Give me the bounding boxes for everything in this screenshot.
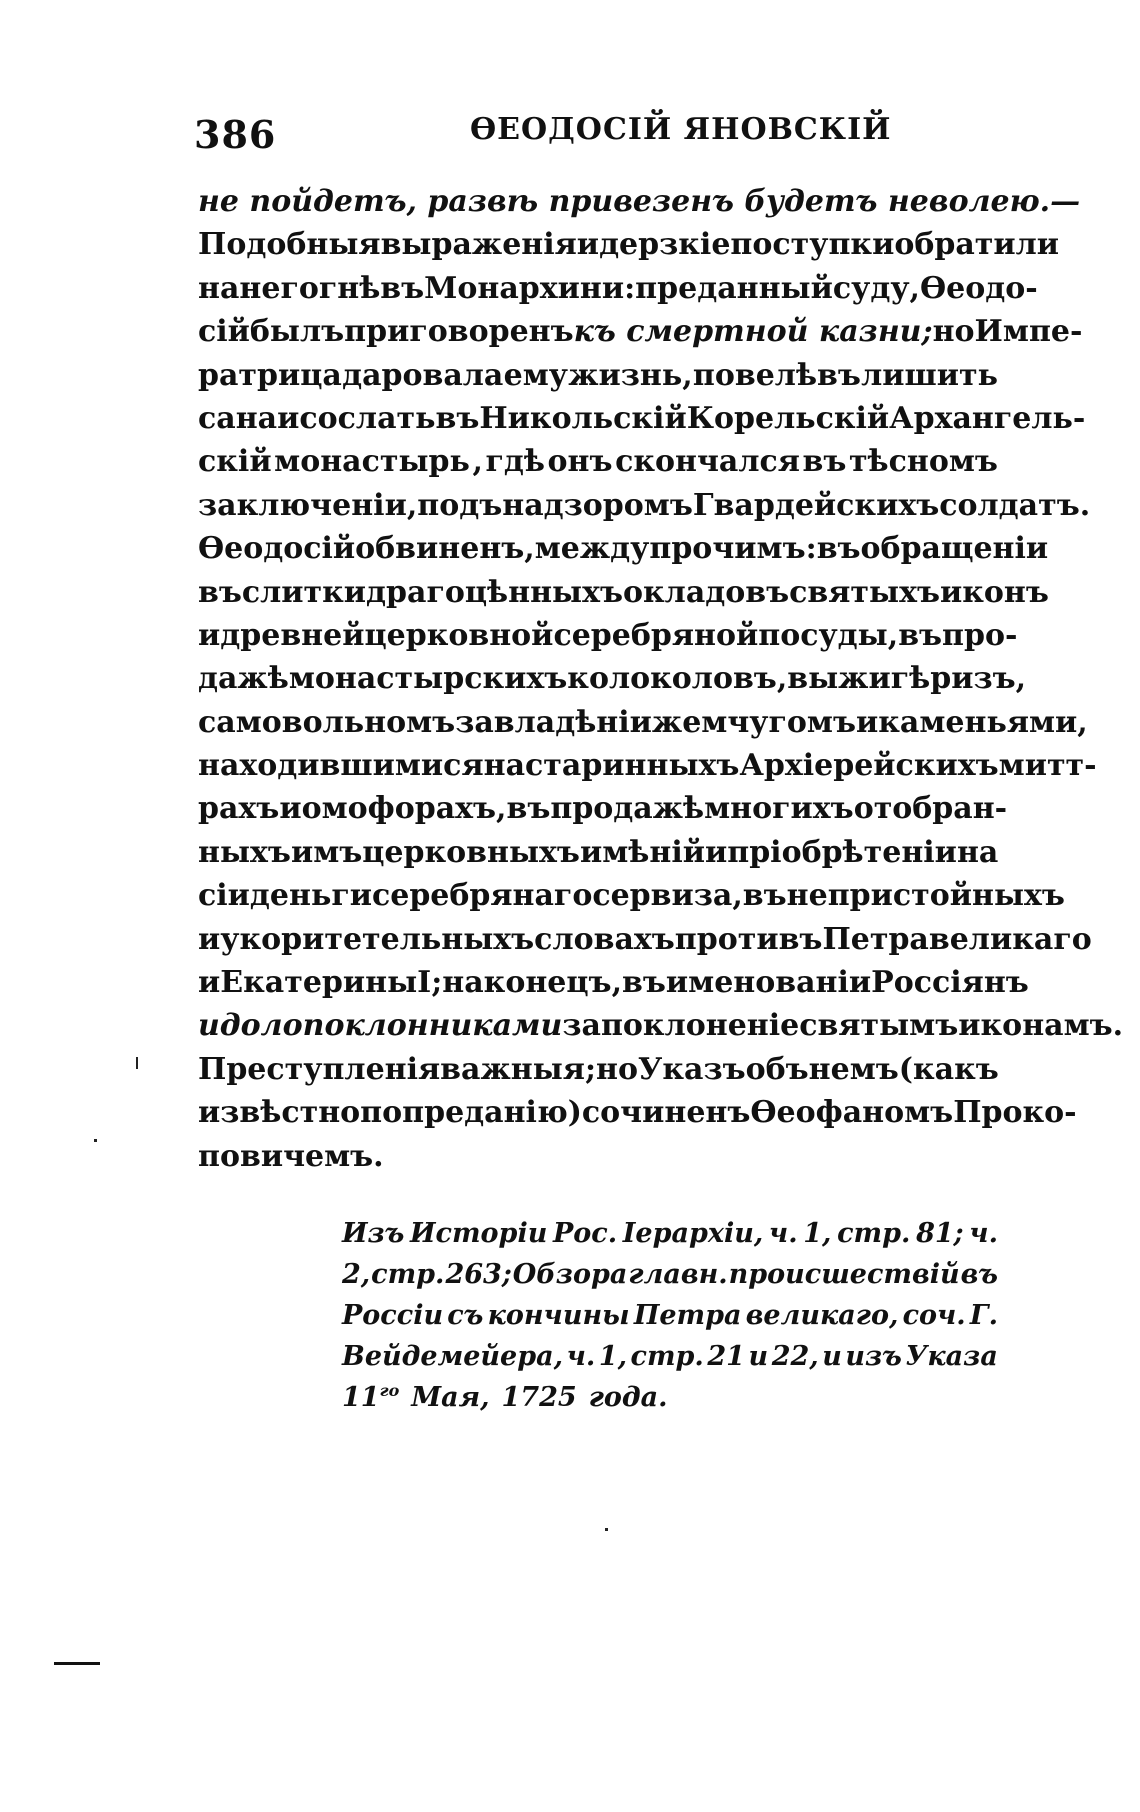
text-line: [198, 180, 1081, 223]
word: иконъ: [939, 574, 1049, 610]
word: наконецъ,: [442, 965, 623, 1001]
text-line: [198, 223, 1060, 266]
edge-dash-mark: [54, 1662, 100, 1665]
word: выраженія: [380, 227, 577, 263]
word: святымъ: [799, 1008, 959, 1044]
word: года.: [588, 1382, 668, 1413]
word: не пойдетъ, развѣ привезенъ будетъ неволею.: [198, 184, 1051, 219]
word: суду,: [832, 270, 920, 306]
word: Изъ: [342, 1218, 405, 1249]
word: и: [748, 1341, 769, 1372]
word: сочиненъ: [581, 1095, 751, 1131]
word: и: [855, 704, 879, 740]
word: драгоцѣнныхъ: [366, 574, 623, 610]
word: великаго,: [745, 1300, 899, 1331]
word: имѣній: [579, 834, 705, 870]
word: укоритетельныхъ: [220, 921, 535, 957]
word: 21: [707, 1341, 745, 1372]
word: сервиза,: [592, 878, 743, 914]
word: Ѳеофаномъ: [750, 1095, 954, 1131]
word: Подобныя: [198, 227, 381, 263]
word: самовольномъ: [198, 704, 456, 740]
word: съ: [447, 1300, 484, 1331]
word: заключеніи,: [198, 487, 418, 523]
word: обвиненъ,: [355, 531, 535, 567]
word: ч.: [768, 1218, 798, 1249]
word: Исторіи: [410, 1218, 548, 1249]
stray-mark: [94, 1139, 97, 1142]
word: древней: [220, 617, 365, 653]
word: пріобрѣтеніи: [727, 834, 957, 870]
word: ныхъ: [198, 834, 291, 870]
word: 1,: [803, 1218, 832, 1249]
text-line: [198, 1004, 1124, 1047]
word: про-: [942, 617, 1018, 653]
word: немъ: [808, 1051, 899, 1087]
word: ратрица: [198, 357, 342, 393]
word: 1725: [501, 1382, 577, 1413]
word: Проко-: [953, 1095, 1077, 1131]
word: приговоренъ: [344, 314, 574, 350]
text-line: [198, 614, 1018, 657]
word: въ: [816, 531, 861, 567]
word: ч.: [566, 1341, 596, 1372]
word: рахъ: [198, 791, 280, 827]
word: церковныхъ: [362, 834, 580, 870]
text-line: [198, 874, 1065, 917]
word: былъ: [249, 314, 345, 350]
word: въ: [742, 878, 787, 914]
word: стр.: [371, 1259, 445, 1290]
word: 11: [342, 1382, 380, 1413]
ordinal-suffix: го: [379, 1381, 400, 1400]
word: изъ: [845, 1341, 902, 1372]
word: за: [562, 1008, 601, 1044]
word: на: [956, 834, 999, 870]
word: словахъ: [534, 921, 675, 957]
word: поступки: [730, 227, 895, 263]
word: надзоромъ: [502, 487, 693, 523]
word: ч.: [969, 1218, 998, 1249]
text-line: [198, 657, 1027, 700]
word: серебряной: [553, 617, 759, 653]
word: (какъ: [898, 1051, 999, 1087]
word: на: [198, 270, 240, 306]
text-line: [198, 701, 1088, 744]
text-line: [198, 787, 1008, 830]
word: между: [534, 531, 650, 567]
word: въ: [198, 574, 242, 610]
word: даровала: [342, 357, 504, 393]
citation-line: [342, 1213, 998, 1254]
italic-phrase: идолопоклонниками: [198, 1008, 563, 1044]
word: митт-: [998, 748, 1097, 784]
word: гнѣвъ: [318, 270, 425, 306]
word: соч.: [902, 1300, 966, 1331]
text-line: [198, 961, 1029, 1004]
word: онъ: [547, 444, 613, 480]
word: ему: [503, 357, 568, 393]
word: на: [483, 748, 526, 784]
text-line: [198, 1048, 998, 1091]
word: по: [360, 1095, 403, 1131]
word: скій: [198, 444, 272, 480]
stray-mark: [605, 1528, 608, 1531]
word: 263;: [445, 1259, 512, 1290]
word: кончины: [487, 1300, 630, 1331]
word: серебрянаго: [371, 878, 593, 914]
word: Ѳеодосій: [198, 531, 356, 567]
word: лишить: [861, 357, 998, 393]
word: монастырь: [274, 444, 470, 480]
text-line: [198, 440, 998, 483]
text-line: [198, 1091, 1077, 1134]
word: подъ: [417, 487, 503, 523]
text-line: [198, 571, 1049, 614]
word: обращеніи: [860, 531, 1049, 567]
citation-line: [342, 1377, 998, 1418]
word: сіи: [198, 878, 250, 914]
word: преданію): [402, 1095, 582, 1131]
text-line: [198, 744, 1097, 787]
word: ризъ,: [930, 661, 1027, 697]
italic-phrase: къ смертной казни;: [573, 314, 933, 350]
citation-line: [342, 1336, 998, 1377]
word: Петра: [633, 1300, 742, 1331]
word: Рос.: [552, 1218, 618, 1249]
word: и: [822, 1341, 842, 1372]
word: имъ: [290, 834, 363, 870]
word: но: [932, 314, 975, 350]
word: гдѣ: [485, 444, 545, 480]
text-line: [198, 831, 998, 874]
word: преданный: [635, 270, 833, 306]
word: стр.: [630, 1341, 704, 1372]
word: слитки: [241, 574, 367, 610]
word: Указа: [905, 1341, 998, 1372]
word: окладовъ: [623, 574, 790, 610]
word: завладѣніи: [455, 704, 652, 740]
word: и: [198, 921, 221, 957]
text-line: [198, 354, 998, 397]
word: и: [198, 965, 221, 1001]
word: жемчугомъ: [651, 704, 856, 740]
word: Вейдемейера,: [342, 1341, 564, 1372]
word: выжигѣ: [787, 661, 931, 697]
running-head: ѲЕОДОСІЙ ЯНОВСКІЙ: [470, 112, 892, 147]
word: Монархини:: [424, 270, 636, 306]
word: повичемъ.: [198, 1138, 384, 1174]
word: ,: [472, 444, 483, 480]
word: скончался: [615, 444, 800, 480]
word: но: [596, 1051, 638, 1087]
word: омофорахъ,: [301, 791, 507, 827]
word: и: [704, 834, 728, 870]
text-line: [198, 918, 1092, 961]
word: объ: [745, 1051, 809, 1087]
word: 81;: [916, 1218, 964, 1249]
word: въ: [622, 965, 666, 1001]
word: I;: [417, 965, 443, 1001]
word: жизнь,: [568, 357, 693, 393]
word: Екатерины: [220, 965, 418, 1001]
word: дерзкіе: [599, 227, 731, 263]
word: повелѣвъ: [692, 357, 861, 393]
text-line: [198, 1135, 998, 1178]
word: каменьями,: [878, 704, 1088, 740]
word: Преступленія: [198, 1051, 441, 1087]
word: Петра: [822, 921, 929, 957]
word: святыхъ: [789, 574, 940, 610]
word: Указъ: [638, 1051, 746, 1087]
word: многихъ: [704, 791, 854, 827]
word: въ: [506, 791, 551, 827]
word: Архіерейскихъ: [739, 748, 999, 784]
word: старинныхъ: [525, 748, 740, 784]
citation-line: [342, 1295, 998, 1336]
date-day: [342, 1377, 399, 1418]
word: находившимися: [198, 748, 484, 784]
word: Обзора: [512, 1259, 628, 1290]
word: 2,: [342, 1259, 371, 1290]
word: монастырскихъ: [288, 661, 568, 697]
word: посуды,: [758, 617, 899, 653]
word: Никольскій: [479, 400, 687, 436]
body-text: [198, 180, 1124, 1178]
word: 1,: [598, 1341, 627, 1372]
word: продажѣ: [550, 791, 705, 827]
word: колоколовъ,: [567, 661, 788, 697]
word: Г.: [969, 1300, 998, 1331]
word: —: [1050, 184, 1081, 219]
word: въ: [898, 617, 943, 653]
word: Россіянъ: [871, 965, 1029, 1001]
word: и: [279, 791, 302, 827]
word: въ: [435, 400, 480, 436]
word: обратили: [894, 227, 1060, 263]
word: иконамъ.: [958, 1008, 1124, 1044]
page-number: 386: [194, 112, 277, 157]
word: извѣстно: [198, 1095, 361, 1131]
word: Іерархіи,: [622, 1218, 764, 1249]
source-citation: [342, 1213, 998, 1418]
word: важныя;: [440, 1051, 597, 1087]
word: 22,: [771, 1341, 819, 1372]
word: Архангель-: [889, 400, 1086, 436]
word: противъ: [674, 921, 823, 957]
word: сана: [198, 400, 278, 436]
text-line: [198, 484, 1091, 527]
word: тѣсномъ: [848, 444, 998, 480]
word: дажѣ: [198, 661, 289, 697]
word: и: [576, 227, 600, 263]
word: именованіи: [665, 965, 872, 1001]
word: сослать: [299, 400, 436, 436]
word: великаго: [928, 921, 1092, 957]
word: Мая,: [411, 1382, 490, 1413]
word: и: [198, 617, 221, 653]
text-line: [198, 310, 1083, 353]
word: отобран-: [853, 791, 1008, 827]
word: Россіи: [342, 1300, 444, 1331]
text-line: [198, 527, 1049, 570]
word: поклоненіе: [600, 1008, 800, 1044]
word: церковной: [364, 617, 554, 653]
word: стр.: [837, 1218, 911, 1249]
citation-line: [342, 1254, 998, 1295]
word: сій: [198, 314, 250, 350]
word: происшествій: [728, 1259, 960, 1290]
word: Гвардейскихъ: [692, 487, 940, 523]
word: Корельскій: [686, 400, 890, 436]
text-line: [198, 397, 1086, 440]
word: и: [277, 400, 300, 436]
word: деньги: [249, 878, 372, 914]
word: солдатъ.: [939, 487, 1091, 523]
word: Импе-: [974, 314, 1083, 350]
word: него: [239, 270, 319, 306]
word: въ: [960, 1259, 998, 1290]
word: въ: [802, 444, 847, 480]
stray-mark: [136, 1057, 138, 1069]
word: главн.: [628, 1259, 728, 1290]
word: Ѳеодо-: [920, 270, 1038, 306]
text-line: [198, 267, 1038, 310]
word: непристойныхъ: [786, 878, 1065, 914]
word: прочимъ:: [649, 531, 817, 567]
